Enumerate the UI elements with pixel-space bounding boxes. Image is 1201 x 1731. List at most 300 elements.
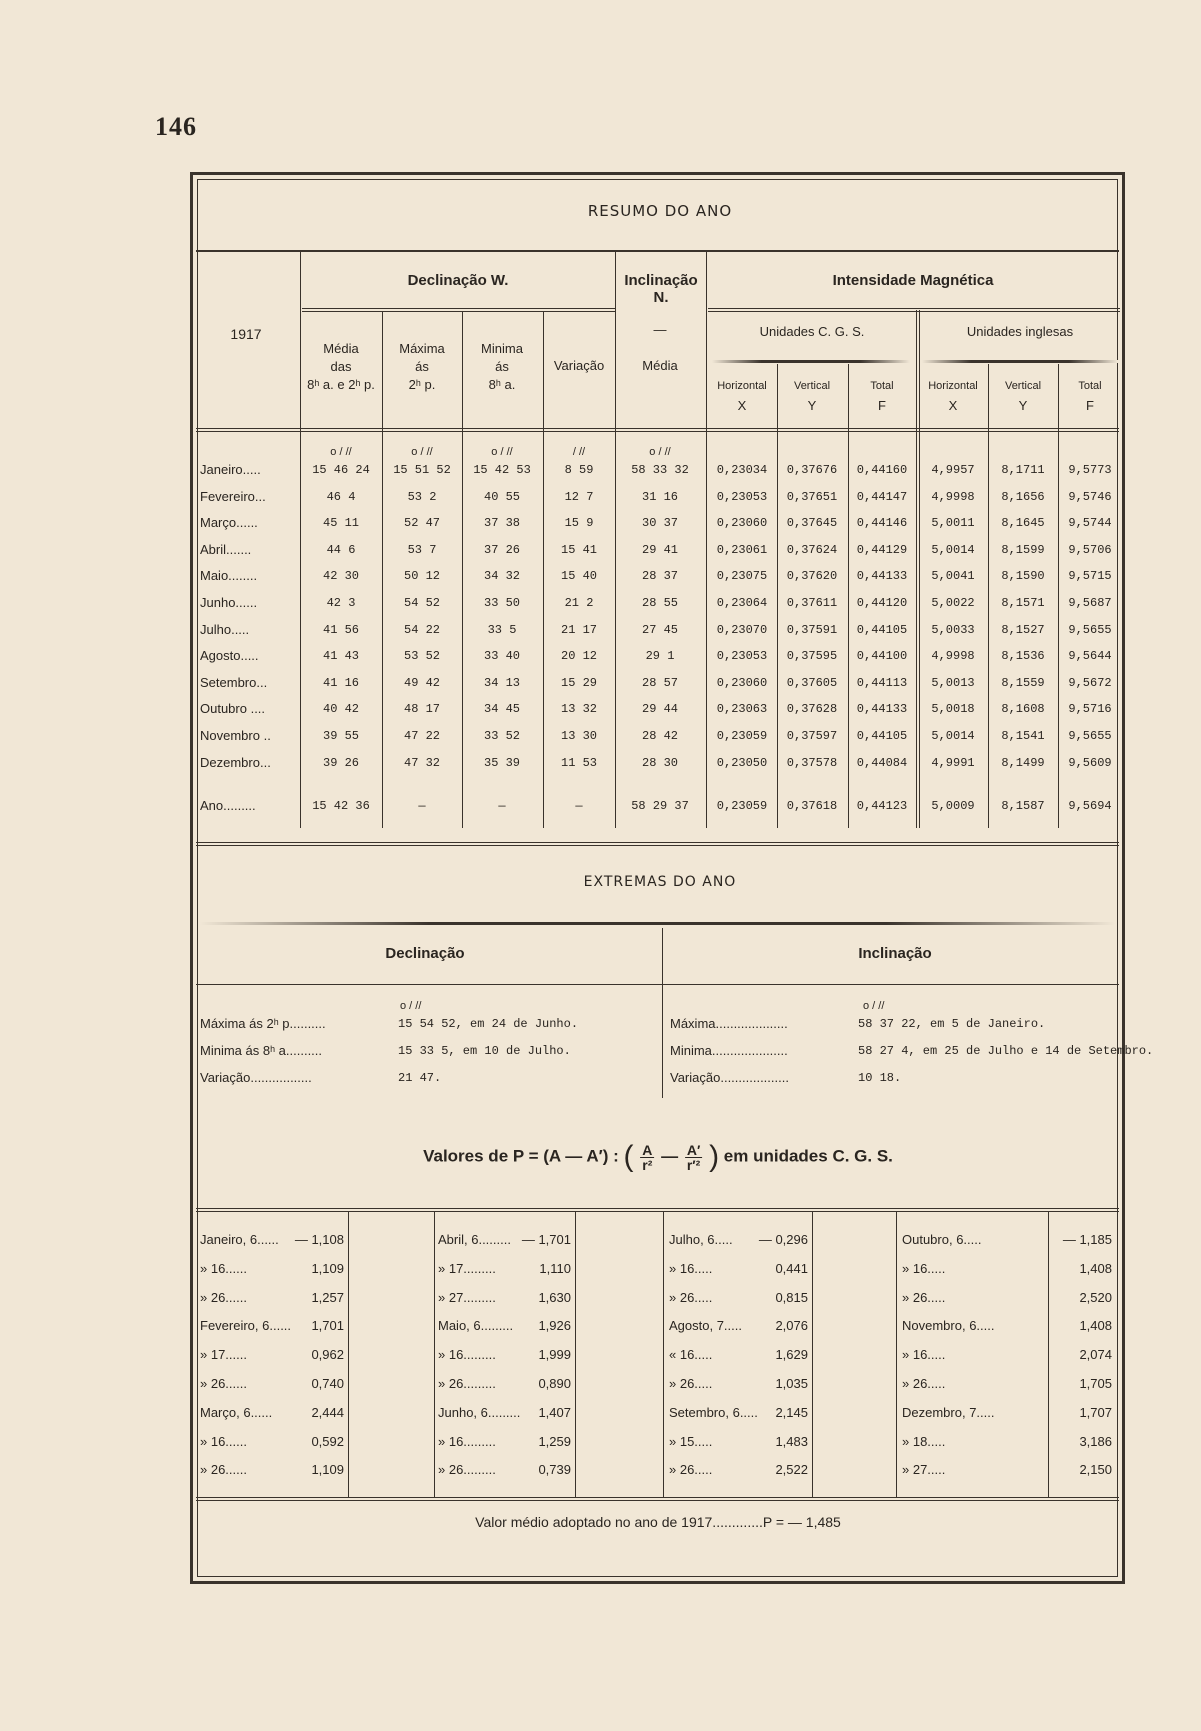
sym-y-cgs: Y: [807, 398, 817, 413]
valores-date-label: Setembro, 6.....: [669, 1405, 758, 1420]
ano-cell-med: 15 42 36: [312, 799, 370, 813]
valores-date-label: « 16.....: [669, 1347, 713, 1362]
valores-p-value: 1,257: [311, 1290, 344, 1305]
month-label: Janeiro.....: [200, 462, 261, 477]
sym-f-cgs: F: [878, 398, 886, 413]
valores-date-label: » 26.....: [902, 1290, 946, 1305]
valores-date-label: Abril, 6.........: [438, 1232, 511, 1247]
cell-var: 15 41: [560, 543, 598, 557]
month-label: Junho......: [200, 595, 258, 610]
cell-t: 0,44133: [856, 702, 908, 716]
cell-vi: 8,1541: [1001, 729, 1045, 743]
header-bottom-rule: [196, 428, 1119, 429]
valores-date-label: Fevereiro, 6......: [200, 1318, 292, 1333]
cell-max: 48 17: [403, 702, 441, 716]
cell-ti: 9,5672: [1068, 676, 1112, 690]
valores-date-label: » 26.........: [438, 1462, 496, 1477]
valores-p-value: 2,520: [1079, 1290, 1112, 1305]
cell-max: 52 47: [403, 516, 441, 530]
cell-min: 40 55: [483, 490, 521, 504]
extremas-inc-value: 10 18.: [858, 1071, 902, 1085]
cell-hi: 5,0041: [931, 569, 975, 583]
col-minima: Minima ás 8ʰ a.: [481, 341, 523, 392]
valores-top-rule: [196, 1208, 1119, 1209]
valores-p-value: 1,110: [539, 1261, 571, 1276]
cell-ti: 9,5655: [1068, 729, 1112, 743]
valores-date-label: Julho, 6.....: [669, 1232, 733, 1247]
col-horizontal-ing: Horizontal: [928, 380, 978, 392]
units-minima: o / //: [491, 446, 513, 458]
cell-med: 39 26: [322, 756, 360, 770]
cell-var: 12 7: [564, 490, 594, 504]
cell-v: 0,37645: [786, 516, 838, 530]
valores-p-value: — 1,185: [1062, 1232, 1112, 1247]
valores-date-label: » 26.....: [669, 1462, 713, 1477]
cell-inc: 29 1: [645, 649, 675, 663]
cell-med: 45 11: [322, 516, 360, 530]
col-variacao: Variação: [553, 358, 605, 373]
col-divider-hxi-vyi: [988, 364, 989, 828]
valores-p-value: 2,074: [1079, 1347, 1112, 1362]
extremas-dec-label: Variação.................: [200, 1070, 312, 1085]
valores-divider-7: [1048, 1212, 1049, 1497]
valores-date-label: Março, 6......: [200, 1405, 273, 1420]
month-label: Fevereiro...: [200, 489, 266, 504]
cell-vi: 8,1536: [1001, 649, 1045, 663]
valores-p-value: 0,890: [538, 1376, 571, 1391]
col-media-das: Média das 8ʰ a. e 2ʰ p.: [307, 341, 375, 392]
cell-var: 20 12: [560, 649, 598, 663]
valores-date-label: » 26.....: [669, 1290, 713, 1305]
valores-date-label: Agosto, 7.....: [669, 1318, 742, 1333]
cell-min: 33 52: [483, 729, 521, 743]
cell-ti: 9,5655: [1068, 623, 1112, 637]
col-divider-cgs-ing-2: [919, 310, 920, 828]
col-total-cgs: Total: [870, 380, 894, 392]
cell-hi: 5,0033: [931, 623, 975, 637]
cell-v: 0,37597: [786, 729, 838, 743]
cell-hi: 4,9998: [931, 490, 975, 504]
valores-p-value: 0,739: [538, 1462, 571, 1477]
cell-h: 0,23060: [716, 516, 768, 530]
cell-max: 47 22: [403, 729, 441, 743]
valores-p-value: 1,109: [311, 1261, 344, 1276]
valores-p-value: 1,035: [775, 1376, 808, 1391]
units-variacao: / //: [572, 446, 586, 458]
col-vertical-ing: Vertical: [1004, 380, 1042, 392]
cell-t: 0,44129: [856, 543, 908, 557]
ano-cell-h: 0,23059: [716, 799, 768, 813]
cell-var: 15 29: [560, 676, 598, 690]
cell-ti: 9,5746: [1068, 490, 1112, 504]
sym-f-ing: F: [1086, 398, 1094, 413]
cell-t: 0,44133: [856, 569, 908, 583]
valores-date-label: » 26.....: [669, 1376, 713, 1391]
cell-h: 0,23060: [716, 676, 768, 690]
month-label: Maio........: [200, 568, 258, 583]
units-media: o / //: [330, 446, 352, 458]
cell-med: 41 56: [322, 623, 360, 637]
formula-fraction-1: $\frac{A}{\text{r²}}$: [642, 1141, 653, 1173]
ano-cell-inc: 58 29 37: [631, 799, 689, 813]
cell-var: 13 32: [560, 702, 598, 716]
ano-label: Ano.........: [200, 798, 256, 813]
cell-med: 39 55: [322, 729, 360, 743]
month-label: Novembro ..: [200, 728, 271, 743]
cell-hi: 5,0014: [931, 729, 975, 743]
cell-h: 0,23050: [716, 756, 768, 770]
valores-date-label: » 15.....: [669, 1434, 713, 1449]
cell-med: 41 43: [322, 649, 360, 663]
cell-hi: 5,0011: [931, 516, 975, 530]
extremas-title: EXTREMAS DO ANO: [583, 874, 737, 890]
cell-max: 54 52: [403, 596, 441, 610]
cgs-swoosh: [712, 360, 910, 363]
inclinacao-dash: —: [653, 322, 667, 337]
valores-date-label: Outubro, 6.....: [902, 1232, 982, 1247]
cell-vi: 8,1656: [1001, 490, 1045, 504]
cell-min: 34 45: [483, 702, 521, 716]
cell-vi: 8,1711: [1001, 463, 1045, 477]
cell-vi: 8,1645: [1001, 516, 1045, 530]
extremas-dec-label: Máxima ás 2ʰ p..........: [200, 1016, 326, 1031]
extremas-dec-value: 21 47.: [398, 1071, 442, 1085]
cell-vi: 8,1571: [1001, 596, 1045, 610]
unidades-inglesas: Unidades inglesas: [966, 324, 1074, 339]
cell-vi: 8,1608: [1001, 702, 1045, 716]
valores-date-label: » 18.....: [902, 1434, 946, 1449]
cell-min: 33 50: [483, 596, 521, 610]
cell-inc: 28 37: [641, 569, 679, 583]
cell-ti: 9,5609: [1068, 756, 1112, 770]
valores-bottom-rule: [196, 1497, 1119, 1498]
ano-cell-min: —: [498, 799, 506, 813]
cell-min: 35 39: [483, 756, 521, 770]
extremas-inclinacao-header: Inclinação: [858, 945, 932, 962]
col-divider-incl-int: [706, 252, 707, 828]
cell-t: 0,44084: [856, 756, 908, 770]
cell-inc: 58 33 32: [631, 463, 689, 477]
decl-group-rule-2: [302, 311, 615, 312]
cell-hi: 5,0018: [931, 702, 975, 716]
extremas-swoosh: [200, 922, 1115, 925]
cell-t: 0,44120: [856, 596, 908, 610]
decl-group-rule: [302, 308, 615, 309]
cell-inc: 30 37: [641, 516, 679, 530]
formula-fraction-2: $\frac{A'}{\text{r′²}}$: [686, 1141, 701, 1173]
cell-v: 0,37605: [786, 676, 838, 690]
valores-date-label: » 16.....: [902, 1261, 946, 1276]
valores-divider-4: [663, 1212, 664, 1497]
cell-max: 53 2: [407, 490, 437, 504]
valores-p-value: 2,444: [311, 1405, 344, 1420]
col-maxima: Máxima ás 2ʰ p.: [399, 341, 445, 392]
valores-date-label: » 26.........: [438, 1376, 496, 1391]
valores-p-value: 1,407: [538, 1405, 571, 1420]
resumo-bottom-rule-2: [196, 845, 1119, 846]
col-divider-max-min: [462, 312, 463, 828]
valores-p-value: 1,705: [1079, 1376, 1112, 1391]
valores-p-value: 1,707: [1079, 1405, 1112, 1420]
page-number: 146: [155, 112, 197, 141]
cell-min: 34 13: [483, 676, 521, 690]
valores-date-label: » 17......: [200, 1347, 247, 1362]
valores-date-label: » 26.....: [902, 1376, 946, 1391]
inclinacao-header: Inclinação N.: [624, 272, 698, 306]
valores-date-label: » 16.....: [669, 1261, 713, 1276]
cell-vi: 8,1559: [1001, 676, 1045, 690]
units-maxima: o / //: [411, 446, 433, 458]
valores-p-value: 3,186: [1079, 1434, 1112, 1449]
cell-t: 0,44146: [856, 516, 908, 530]
extremas-inc-value: 58 37 22, em 5 de Janeiro.: [858, 1017, 1046, 1031]
cell-t: 0,44105: [856, 623, 908, 637]
cell-max: 53 52: [403, 649, 441, 663]
ano-cell-ti: 9,5694: [1068, 799, 1112, 813]
valores-date-label: » 16.........: [438, 1347, 496, 1362]
valores-date-label: » 27.........: [438, 1290, 496, 1305]
cell-inc: 28 55: [641, 596, 679, 610]
valores-top-rule-2: [196, 1211, 1119, 1212]
valores-p-value: 1,999: [538, 1347, 571, 1362]
cell-max: 47 32: [403, 756, 441, 770]
ing-swoosh: [922, 360, 1118, 363]
valores-p-value: 2,522: [775, 1462, 808, 1477]
cell-h: 0,23075: [716, 569, 768, 583]
cell-var: 8 59: [564, 463, 594, 477]
cell-v: 0,37611: [786, 596, 838, 610]
units-inclinacao: o / //: [649, 446, 671, 458]
ano-cell-var: —: [575, 799, 583, 813]
cell-t: 0,44147: [856, 490, 908, 504]
month-label: Julho.....: [200, 622, 250, 637]
extremas-inc-label: Variação...................: [670, 1070, 789, 1085]
unidades-cgs: Unidades C. G. S.: [759, 324, 865, 339]
valores-date-label: Janeiro, 6......: [200, 1232, 279, 1247]
formula-prefix: Valores de P = (A — A′) :: [423, 1146, 619, 1166]
valores-date-label: Maio, 6.........: [438, 1318, 514, 1333]
cell-v: 0,37651: [786, 490, 838, 504]
valores-date-label: » 16.........: [438, 1434, 496, 1449]
extremas-dec-units: o / //: [400, 1000, 422, 1012]
valores-p-value: 2,145: [775, 1405, 808, 1420]
formula-suffix: em unidades C. G. S.: [723, 1146, 893, 1166]
cell-hi: 4,9957: [931, 463, 975, 477]
extremas-inc-units: o / //: [863, 1000, 885, 1012]
year-label: 1917: [230, 326, 262, 342]
cell-max: 53 7: [407, 543, 437, 557]
cell-inc: 28 42: [641, 729, 679, 743]
declinacao-header: Declinação W.: [407, 272, 509, 289]
formula-minus: —: [661, 1146, 679, 1166]
cell-v: 0,37620: [786, 569, 838, 583]
cell-ti: 9,5687: [1068, 596, 1112, 610]
valores-p-value: 0,441: [775, 1261, 808, 1276]
extremas-dec-label: Minima ás 8ʰ a..........: [200, 1043, 323, 1058]
cell-t: 0,44113: [856, 676, 908, 690]
cell-med: 44 6: [326, 543, 356, 557]
cell-ti: 9,5773: [1068, 463, 1112, 477]
cell-max: 49 42: [403, 676, 441, 690]
cell-med: 40 42: [322, 702, 360, 716]
valores-divider-5: [812, 1212, 813, 1497]
valores-p-value: 0,962: [311, 1347, 344, 1362]
valores-date-label: » 26......: [200, 1290, 247, 1305]
cell-inc: 27 45: [641, 623, 679, 637]
cell-v: 0,37628: [786, 702, 838, 716]
month-label: Outubro ....: [200, 701, 266, 716]
extremas-declinacao-header: Declinação: [385, 945, 465, 962]
cell-t: 0,44160: [856, 463, 908, 477]
extremas-dec-value: 15 54 52, em 24 de Junho.: [398, 1017, 579, 1031]
ano-cell-t: 0,44123: [856, 799, 908, 813]
intensidade-header: Intensidade Magnética: [832, 272, 994, 289]
header-bottom-rule-2: [196, 431, 1119, 432]
cell-h: 0,23059: [716, 729, 768, 743]
cell-t: 0,44105: [856, 729, 908, 743]
valores-p-value: 1,259: [538, 1434, 571, 1449]
resumo-title-rule: [196, 250, 1119, 252]
valores-p-value: 0,740: [311, 1376, 344, 1391]
valores-p-value: — 1,108: [294, 1232, 344, 1247]
cell-hi: 5,0014: [931, 543, 975, 557]
col-divider-cgs-ing: [916, 310, 917, 828]
cell-inc: 28 30: [641, 756, 679, 770]
extremas-inc-value: 58 27 4, em 25 de Julho e 14 de Setembro.: [858, 1044, 1154, 1058]
cell-inc: 29 44: [641, 702, 679, 716]
valores-date-label: » 17.........: [438, 1261, 496, 1276]
cell-h: 0,23053: [716, 649, 768, 663]
ano-cell-vi: 8,1587: [1001, 799, 1045, 813]
extremas-inc-label: Máxima....................: [670, 1016, 788, 1031]
col-vertical-cgs: Vertical: [793, 380, 831, 392]
ano-cell-hi: 5,0009: [931, 799, 975, 813]
cell-h: 0,23061: [716, 543, 768, 557]
cell-min: 34 32: [483, 569, 521, 583]
cell-ti: 9,5706: [1068, 543, 1112, 557]
valores-date-label: » 16......: [200, 1261, 247, 1276]
cell-vi: 8,1499: [1001, 756, 1045, 770]
month-label: Setembro...: [200, 675, 268, 690]
month-label: Agosto.....: [200, 648, 259, 663]
cell-min: 37 38: [483, 516, 521, 530]
valores-p-value: 1,629: [775, 1347, 808, 1362]
col-divider-vyi-tfi: [1058, 364, 1059, 828]
valores-date-label: » 16......: [200, 1434, 247, 1449]
valores-date-label: Novembro, 6.....: [902, 1318, 995, 1333]
month-label: Dezembro...: [200, 755, 271, 770]
col-horizontal-cgs: Horizontal: [717, 380, 767, 392]
cell-vi: 8,1527: [1001, 623, 1045, 637]
cell-var: 11 53: [560, 756, 598, 770]
cell-ti: 9,5644: [1068, 649, 1112, 663]
cell-vi: 8,1590: [1001, 569, 1045, 583]
valores-date-label: » 26......: [200, 1462, 247, 1477]
col-divider-decl-incl: [615, 252, 616, 828]
extremas-divider: [662, 928, 663, 1098]
valores-p-value: 1,926: [538, 1318, 571, 1333]
int-group-rule: [708, 308, 1120, 309]
valores-date-label: » 26......: [200, 1376, 247, 1391]
cell-var: 15 40: [560, 569, 598, 583]
cell-var: 13 30: [560, 729, 598, 743]
col-divider-media-max: [382, 312, 383, 828]
valores-p-value: 1,630: [538, 1290, 571, 1305]
cell-h: 0,23064: [716, 596, 768, 610]
resumo-bottom-rule: [196, 842, 1119, 843]
cell-ti: 9,5716: [1068, 702, 1112, 716]
cell-med: 41 16: [322, 676, 360, 690]
cell-med: 42 3: [326, 596, 356, 610]
cell-v: 0,37591: [786, 623, 838, 637]
valores-p-value: 1,408: [1079, 1318, 1112, 1333]
valores-p-value: 2,150: [1079, 1462, 1112, 1477]
cell-ti: 9,5744: [1068, 516, 1112, 530]
col-total-ing: Total: [1078, 380, 1102, 392]
cell-med: 15 46 24: [312, 463, 370, 477]
cell-v: 0,37624: [786, 543, 838, 557]
valores-p-value: 1,408: [1079, 1261, 1112, 1276]
valores-date-label: » 16.....: [902, 1347, 946, 1362]
cell-inc: 29 41: [641, 543, 679, 557]
cell-min: 33 40: [483, 649, 521, 663]
cell-v: 0,37595: [786, 649, 838, 663]
extremas-dec-value: 15 33 5, em 10 de Julho.: [398, 1044, 571, 1058]
month-label: Abril.......: [200, 542, 252, 557]
cell-h: 0,23034: [716, 463, 768, 477]
valores-divider-3: [575, 1212, 576, 1497]
cell-v: 0,37578: [786, 756, 838, 770]
cell-var: 21 17: [560, 623, 598, 637]
valores-date-label: Dezembro, 7.....: [902, 1405, 995, 1420]
int-group-rule-2: [708, 311, 1120, 312]
cell-med: 46 4: [326, 490, 356, 504]
sym-x-ing: X: [948, 398, 958, 413]
valores-formula: Valores de P = (A — A′) : ( $\frac{A}{\text{r²}}$ — $\frac{A'}{\text{r′²}}$ ) em unidades C. G. S.: [423, 1140, 893, 1173]
valores-p-value: 1,483: [775, 1434, 808, 1449]
valores-p-value: 0,592: [311, 1434, 344, 1449]
col-divider-vy-tf: [848, 364, 849, 828]
cell-med: 42 30: [322, 569, 360, 583]
col-divider-hx-vy: [777, 364, 778, 828]
valores-date-label: Junho, 6.........: [438, 1405, 521, 1420]
cell-hi: 5,0022: [931, 596, 975, 610]
cell-v: 0,37676: [786, 463, 838, 477]
col-divider-month: [300, 252, 301, 828]
sym-x-cgs: X: [737, 398, 747, 413]
month-label: Março......: [200, 515, 258, 530]
valores-divider-1: [348, 1212, 349, 1497]
valores-divider-6: [896, 1212, 897, 1497]
resumo-title: RESUMO DO ANO: [587, 202, 733, 220]
col-media-incl: Média: [642, 358, 678, 373]
cell-max: 54 22: [403, 623, 441, 637]
valores-p-value: 1,701: [311, 1318, 344, 1333]
cell-inc: 28 57: [641, 676, 679, 690]
valor-medio-footer: Valor médio adoptado no ano de 1917.............P = — 1,485: [475, 1514, 841, 1530]
cell-h: 0,23063: [716, 702, 768, 716]
cell-h: 0,23053: [716, 490, 768, 504]
cell-var: 21 2: [564, 596, 594, 610]
cell-vi: 8,1599: [1001, 543, 1045, 557]
col-divider-min-var: [543, 312, 544, 828]
cell-ti: 9,5715: [1068, 569, 1112, 583]
cell-var: 15 9: [564, 516, 594, 530]
valores-bottom-rule-2: [196, 1500, 1119, 1501]
cell-t: 0,44100: [856, 649, 908, 663]
cell-hi: 4,9991: [931, 756, 975, 770]
valores-date-label: » 27.....: [902, 1462, 946, 1477]
